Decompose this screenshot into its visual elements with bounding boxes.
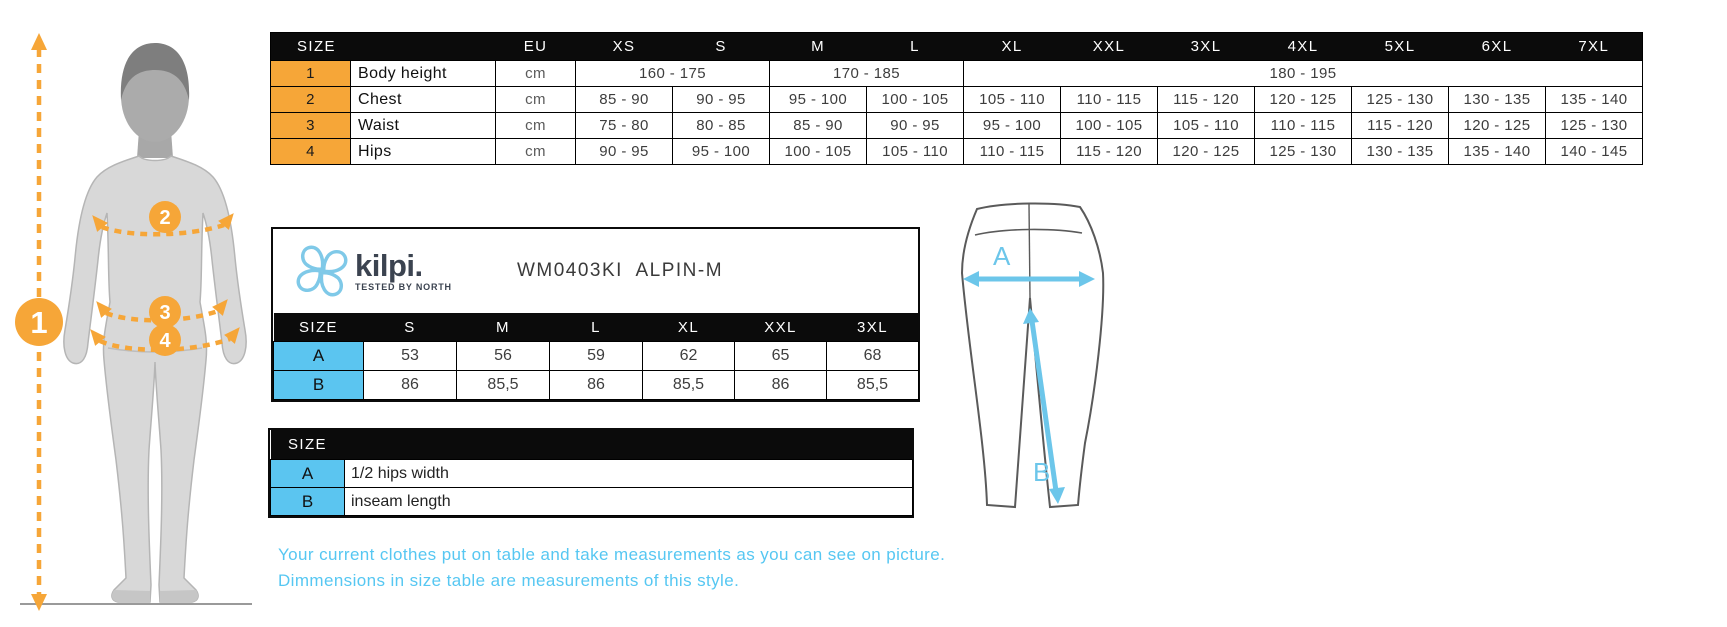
- measurement-value: 100 - 105: [867, 87, 964, 113]
- measurement-value: 100 - 105: [770, 139, 867, 165]
- measurement-unit: cm: [496, 61, 576, 87]
- col-header-m: M: [770, 33, 867, 61]
- col-header-6xl: 6XL: [1449, 33, 1546, 61]
- legend-row-label: B: [271, 488, 345, 516]
- product-table-body: [274, 342, 919, 400]
- marker-4-badge: [149, 324, 181, 356]
- measurement-row-chest: [271, 87, 1643, 113]
- product-size-table: [273, 313, 919, 400]
- marker-3-badge: [149, 296, 181, 328]
- measurement-value: 90 - 95: [673, 87, 770, 113]
- measurement-value: 105 - 110: [1158, 113, 1255, 139]
- measurement-unit: cm: [496, 139, 576, 165]
- measurement-value: 95 - 100: [673, 139, 770, 165]
- brand-name: kilpi.: [355, 247, 423, 283]
- measurement-value: 85 - 90: [770, 113, 867, 139]
- measurement-row-hips: [271, 139, 1643, 165]
- measurement-value: 90 - 95: [576, 139, 673, 165]
- measurement-value: 125 - 130: [1352, 87, 1449, 113]
- product-value: 85,5: [457, 371, 550, 400]
- measurement-value: 85 - 90: [576, 87, 673, 113]
- measurement-unit: cm: [496, 87, 576, 113]
- col-header-size: SIZE: [271, 33, 496, 61]
- measurement-value: 110 - 115: [1255, 113, 1352, 139]
- product-size-card: [271, 227, 920, 402]
- product-value: 86: [550, 371, 643, 400]
- product-value: 68: [827, 342, 919, 371]
- row-number-badge: 3: [271, 113, 351, 139]
- measurement-label: Body height: [351, 61, 496, 87]
- product-col-header-xl: XL: [643, 313, 735, 342]
- product-row-label: A: [274, 342, 364, 371]
- measurement-value: 100 - 105: [1061, 113, 1158, 139]
- product-col-header-size: SIZE: [274, 313, 364, 342]
- measurement-value: 90 - 95: [867, 113, 964, 139]
- product-row-b: [274, 371, 919, 400]
- measurement-value: 135 - 140: [1449, 139, 1546, 165]
- product-row-label: B: [274, 371, 364, 400]
- measurement-value: 135 - 140: [1546, 87, 1643, 113]
- marker-1-badge: [15, 298, 63, 346]
- figure-left-foot: [112, 590, 150, 602]
- measurement-value: 75 - 80: [576, 113, 673, 139]
- measurement-value: 170 - 185: [770, 61, 964, 87]
- row-number-badge: 4: [271, 139, 351, 165]
- product-value: 53: [364, 342, 457, 371]
- size-chart-body: [271, 61, 1643, 165]
- svg-text:3: 3: [159, 302, 171, 324]
- legend-header: [271, 430, 913, 460]
- row-number-badge: 2: [271, 87, 351, 113]
- measurement-legend-card: [268, 428, 914, 518]
- measurement-value: 140 - 145: [1546, 139, 1643, 165]
- product-table-header: [274, 313, 919, 342]
- measurement-value: 130 - 135: [1449, 87, 1546, 113]
- measurement-value: 125 - 130: [1255, 139, 1352, 165]
- marker-2-badge: [149, 201, 181, 233]
- legend-header-row: [271, 430, 913, 460]
- pants-label-a: A: [993, 241, 1011, 271]
- pants-label-b: B: [1033, 457, 1051, 487]
- measurement-value: 120 - 125: [1449, 113, 1546, 139]
- measurement-value: 110 - 115: [1061, 87, 1158, 113]
- note-line-2: Dimmensions in size table are measurements of this style.: [278, 571, 740, 590]
- col-header-3xl: 3XL: [1158, 33, 1255, 61]
- measurement-value: 130 - 135: [1352, 139, 1449, 165]
- size-chart-table: [270, 32, 1643, 165]
- measurement-value: 105 - 110: [964, 87, 1061, 113]
- measurement-legend-table: [270, 430, 913, 516]
- measurement-label: Hips: [351, 139, 496, 165]
- measurement-value: 95 - 100: [770, 87, 867, 113]
- product-col-header-m: M: [457, 313, 550, 342]
- col-header-l: L: [867, 33, 964, 61]
- product-row-a: [274, 342, 919, 371]
- col-header-xl: XL: [964, 33, 1061, 61]
- legend-row-b: [271, 488, 913, 516]
- col-header-xs: XS: [576, 33, 673, 61]
- pants-center-seam: [1029, 204, 1030, 298]
- product-card-header: [273, 229, 918, 313]
- legend-body: [271, 460, 913, 516]
- measurement-value: 120 - 125: [1158, 139, 1255, 165]
- measurement-value: 95 - 100: [964, 113, 1061, 139]
- legend-size-header: SIZE: [271, 430, 345, 460]
- svg-text:4: 4: [159, 330, 171, 352]
- product-col-header-s: S: [364, 313, 457, 342]
- brand-tagline: TESTED BY NORTH: [355, 281, 452, 292]
- legend-header-spacer: [345, 430, 913, 460]
- legend-description: inseam length: [345, 488, 913, 516]
- product-header-row: [274, 313, 919, 342]
- measurement-value: 80 - 85: [673, 113, 770, 139]
- product-value: 85,5: [827, 371, 919, 400]
- measurement-value: 115 - 120: [1158, 87, 1255, 113]
- product-col-header-xxl: XXL: [735, 313, 827, 342]
- measurement-notes: [278, 542, 945, 594]
- product-col-header-l: L: [550, 313, 643, 342]
- col-header-7xl: 7XL: [1546, 33, 1643, 61]
- measurement-unit: cm: [496, 113, 576, 139]
- legend-row-a: [271, 460, 913, 488]
- product-value: 65: [735, 342, 827, 371]
- product-value: 59: [550, 342, 643, 371]
- product-value: 56: [457, 342, 550, 371]
- col-header-4xl: 4XL: [1255, 33, 1352, 61]
- measurement-value: 115 - 120: [1352, 113, 1449, 139]
- legend-row-label: A: [271, 460, 345, 488]
- measurement-value: 110 - 115: [964, 139, 1061, 165]
- figure-right-foot: [160, 590, 198, 602]
- product-code: WM0403KI ALPIN-M: [516, 260, 724, 281]
- measurement-row-body-height: [271, 61, 1643, 87]
- col-header-xxl: XXL: [1061, 33, 1158, 61]
- product-value: 86: [735, 371, 827, 400]
- size-chart-header-row: [271, 33, 1643, 61]
- row-number-badge: 1: [271, 61, 351, 87]
- measurement-value: 180 - 195: [964, 61, 1643, 87]
- measurement-value: 160 - 175: [576, 61, 770, 87]
- note-line-1: Your current clothes put on table and take measurements as you can see on picture.: [278, 545, 946, 564]
- col-header-s: S: [673, 33, 770, 61]
- product-col-header-3xl: 3XL: [827, 313, 919, 342]
- svg-text:2: 2: [159, 207, 171, 229]
- measurement-label: Waist: [351, 113, 496, 139]
- product-value: 86: [364, 371, 457, 400]
- product-value: 62: [643, 342, 735, 371]
- size-chart-header: [271, 33, 1643, 61]
- measurement-value: 105 - 110: [867, 139, 964, 165]
- col-header-eu: EU: [496, 33, 576, 61]
- pants-measurement-diagram: [945, 193, 1155, 528]
- legend-description: 1/2 hips width: [345, 460, 913, 488]
- measurement-value: 115 - 120: [1061, 139, 1158, 165]
- product-value: 85,5: [643, 371, 735, 400]
- svg-text:1: 1: [30, 305, 48, 340]
- body-measurement-figure: [12, 30, 267, 615]
- col-header-5xl: 5XL: [1352, 33, 1449, 61]
- measurement-value: 125 - 130: [1546, 113, 1643, 139]
- measurement-row-waist: [271, 113, 1643, 139]
- measurement-label: Chest: [351, 87, 496, 113]
- measurement-value: 120 - 125: [1255, 87, 1352, 113]
